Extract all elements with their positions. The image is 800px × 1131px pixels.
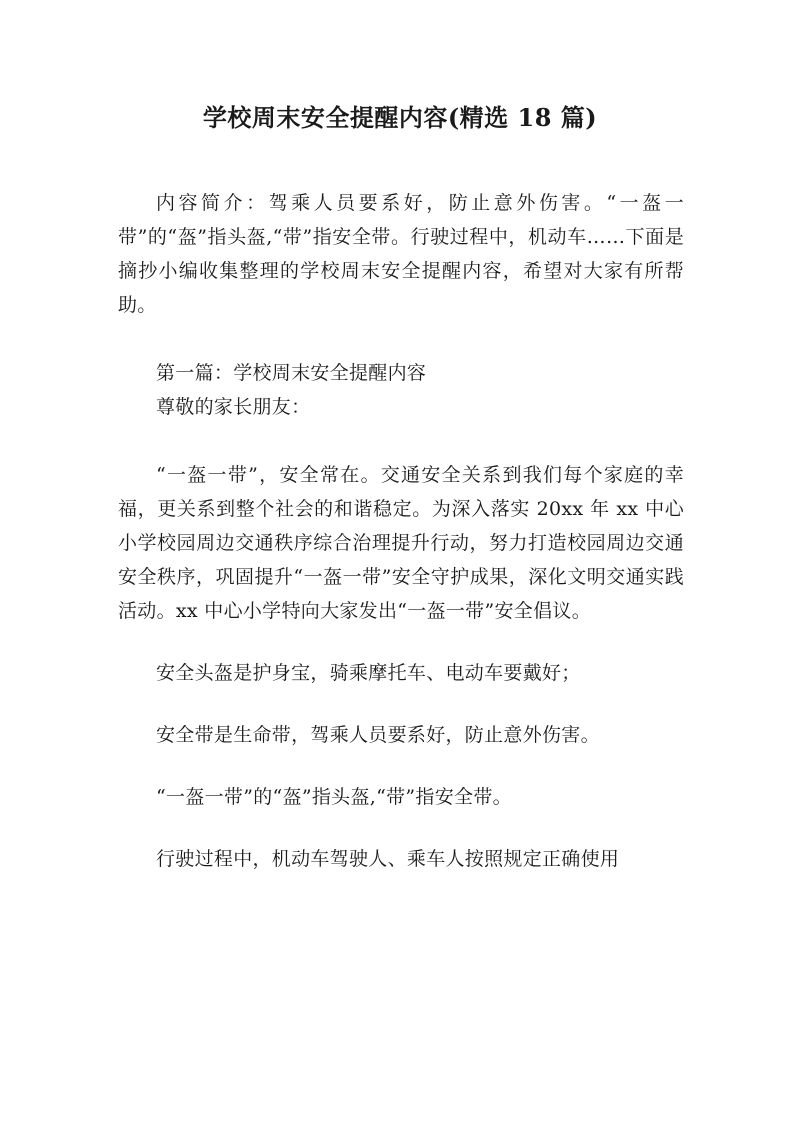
document-body <box>118 186 684 876</box>
body-paragraph: “一盔一带”，安全常在。交通安全关系到我们每个家庭的幸福，更关系到整个社会的和谐稳定。为深入落实 20xx 年 xx 中心小学校园周边交通秩序综合治理提升行动，努力打造校园周边交通安全秩序，巩固提升“一盔一带”安全守护成果，深化文明交通实践活动。xx 中心小学特向大家发出“一盔一带”安全倡议。 <box>118 464 684 622</box>
document-title: 学校周末安全提醒内容(精选 18 篇) <box>202 103 598 132</box>
body-paragraph: “一盔一带”的“盔”指头盔,“带”指安全带。 <box>156 786 512 808</box>
body-paragraph: 安全头盔是护身宝，骑乘摩托车、电动车要戴好； <box>156 662 581 684</box>
body-paragraph: 安全带是生命带，驾乘人员要系好，防止意外伤害。 <box>156 724 600 746</box>
body-paragraph: 行驶过程中，机动车驾驶人、乘车人按照规定正确使用 <box>156 848 620 870</box>
section-heading: 第一篇：学校周末安全提醒内容 <box>156 362 427 384</box>
greeting-line: 尊敬的家长朋友： <box>156 396 311 418</box>
summary-paragraph: 内容简介：驾乘人员要系好，防止意外伤害。“一盔一带”的“盔”指头盔,“带”指安全带。行驶过程中，机动车……下面是摘抄小编收集整理的学校周末安全提醒内容，希望对大家有所帮助。 <box>118 192 684 316</box>
